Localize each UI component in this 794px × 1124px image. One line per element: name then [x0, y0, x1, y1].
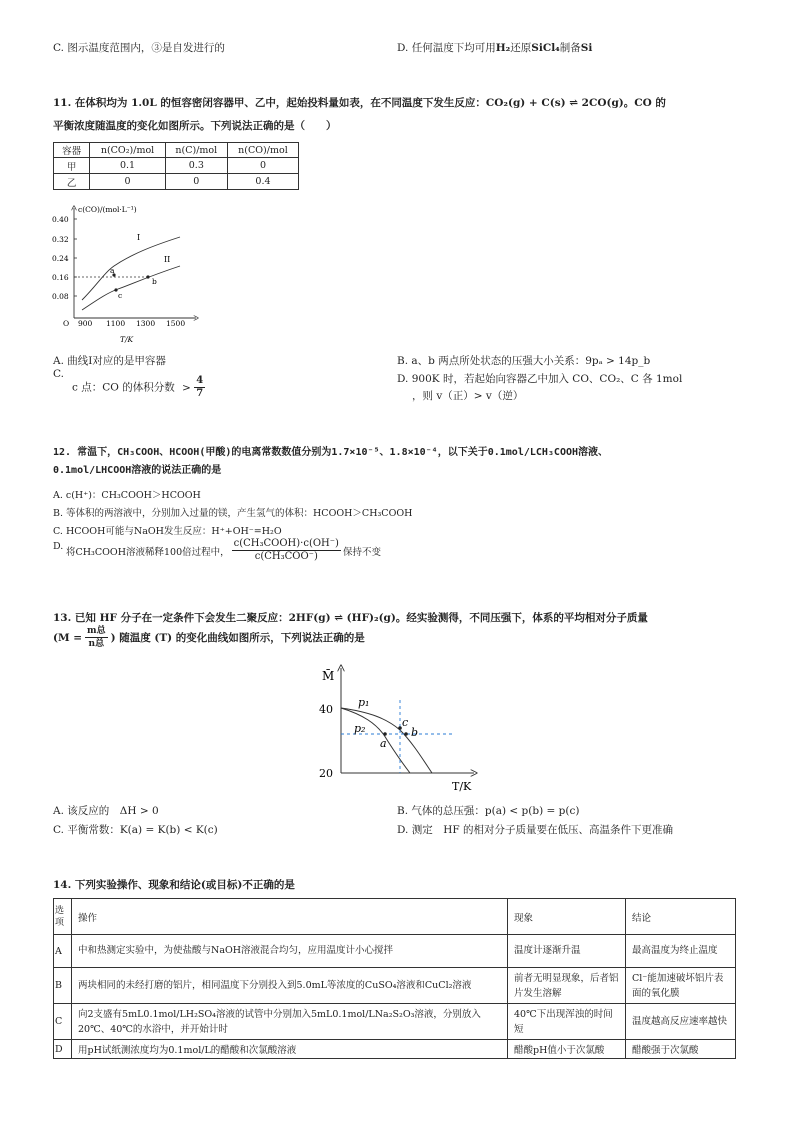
prev-option-c: C. 图示温度范围内，③是自发进行的	[53, 42, 225, 54]
prev-option-d-prefix: D. 任何温度下均可用	[397, 42, 496, 54]
q11-graph	[52, 200, 212, 345]
q14-header-option: 选项	[54, 899, 72, 935]
table-row	[54, 968, 736, 1004]
q11-option-c-fraction	[194, 375, 205, 400]
q14-stem: 14. 下列实验操作、现象和结论(或目标)不正确的是	[53, 879, 295, 891]
q13-graph	[314, 660, 484, 795]
q14-cell-conclusion: 最高温度为终止温度	[626, 935, 736, 968]
prev-option-d-mid: 还原	[510, 42, 532, 54]
table-row	[54, 935, 736, 968]
q14-cell-operation: 两块相同的未经打磨的铝片，相同温度下分别投入到5.0mL等浓度的CuSO₄溶液和CuCl₂溶液	[72, 968, 508, 1004]
q11-y-tick: 0.16	[52, 273, 69, 282]
q14-cell-operation: 中和热测定实验中，为使盐酸与NaOH溶液混合均匀，应用温度计小心搅拌	[72, 935, 508, 968]
q13-y-tick-40: 40	[319, 703, 333, 716]
q11-point-c-label: c	[118, 291, 123, 300]
q13-option-d: D. 测定 HF 的相对分子质量要在低压、高温条件下更准确	[397, 824, 673, 836]
q11-point-b	[146, 275, 149, 278]
q13-stem-fraction	[85, 625, 108, 650]
q11-option-c-den: 7	[196, 388, 204, 399]
q12-stem-line2: 0.1mol/LHCOOH溶液的说法正确的是	[53, 465, 222, 476]
q11-table-cell: 0.3	[165, 158, 227, 174]
q13-a-label: a	[380, 737, 387, 750]
q13-x-label: T/K	[452, 780, 472, 793]
table-row	[54, 1040, 736, 1059]
q12-option-a: A. c(H⁺)：CH₃COOH＞HCOOH	[53, 490, 201, 501]
q14-cell-phenomenon: 40℃下出现浑浊的时间短	[508, 1004, 626, 1040]
prev-option-d-end: 制备	[559, 42, 581, 54]
q11-y-tick: 0.24	[52, 254, 69, 263]
q13-point-b	[404, 732, 408, 736]
q12-option-d	[66, 538, 381, 563]
q11-table-header: 容器	[54, 143, 90, 158]
q11-option-d-line1: D. 900K 时，若起始向容器乙中加入 CO、CO₂、C 各 1mol	[397, 373, 683, 385]
q14-cell-operation: 向2支盛有5mL0.1mol/LH₂SO₄溶液的试管中分别加入5mL0.1mol/LNa₂S₂O₃溶液，分别放入20℃、40℃的水浴中，并开始计时	[72, 1004, 508, 1040]
q11-origin: O	[63, 319, 70, 328]
q14-cell-conclusion: 温度越高反应速率越快	[626, 1004, 736, 1040]
q11-option-c-gt: >	[182, 381, 191, 394]
q11-option-c	[72, 375, 205, 400]
q12-option-d-prefix: D.	[53, 541, 64, 552]
q11-x-tick: 900	[78, 319, 93, 328]
prev-option-d	[397, 40, 592, 55]
q11-table-cell: 0.4	[227, 174, 298, 190]
q11-option-a: A. 曲线Ⅰ对应的是甲容器	[53, 355, 166, 367]
q11-stem-line2: 平衡浓度随温度的变化如图所示。下列说法正确的是（ ）	[53, 120, 337, 132]
q13-p1-label: p₁	[358, 696, 370, 709]
table-row	[54, 158, 299, 174]
q14-cell-phenomenon: 温度计逐渐升温	[508, 935, 626, 968]
q11-table-cell: 0.1	[90, 158, 165, 174]
prev-option-d-sicl4: SiCl₄	[531, 42, 560, 54]
q14-cell-conclusion: 醋酸强于次氯酸	[626, 1040, 736, 1059]
q13-b-label: b	[411, 726, 419, 739]
q14-cell-option: A	[54, 935, 72, 968]
q11-table	[53, 142, 299, 190]
q13-y-tick-20: 20	[319, 767, 333, 780]
q14-cell-option: D	[54, 1040, 72, 1059]
q11-option-b: B. a、b 两点所处状态的压强大小关系：9pₐ > 14p_b	[397, 355, 651, 367]
q12-option-d-text: 将CH₃COOH溶液稀释100倍过程中，	[66, 546, 230, 558]
q11-curve-i	[82, 237, 180, 300]
q11-curve-ii	[82, 266, 180, 310]
q11-table-header: n(CO)/mol	[227, 143, 298, 158]
q13-p2-label: p₂	[354, 722, 366, 735]
q11-x-tick: 1300	[136, 319, 156, 328]
q14-table-header-row	[54, 899, 736, 935]
q11-y-tick: 0.32	[52, 235, 69, 244]
q12-stem-line1: 12. 常温下，CH₃COOH、HCOOH(甲酸)的电离常数数值分别为1.7×10⁻⁵、1.8×10⁻⁴，以下关于0.1mol/LCH₃COOH溶液、	[53, 447, 609, 458]
q14-cell-option: B	[54, 968, 72, 1004]
q13-stem-den: n总	[88, 639, 105, 649]
q12-option-d-fraction	[232, 538, 341, 563]
q14-header-conclusion: 结论	[626, 899, 736, 935]
q11-point-b-label: b	[152, 277, 157, 286]
q11-stem-line1: 11. 在体积均为 1.0L 的恒容密闭容器甲、乙中，起始投料量如表，在不同温度下发生反应：CO₂(g) + C(s) ⇌ 2CO(g)。CO 的	[53, 97, 666, 109]
prev-option-d-h2: H₂	[495, 42, 511, 54]
q11-table-header: n(C)/mol	[165, 143, 227, 158]
q12-option-c: C. HCOOH可能与NaOH发生反应：H⁺+OH⁻=H₂O	[53, 526, 282, 537]
q13-y-label: M̄	[322, 669, 335, 683]
q14-cell-phenomenon: 醋酸pH值小于次氯酸	[508, 1040, 626, 1059]
q11-y-tick: 0.08	[52, 292, 69, 301]
q11-table-cell: 乙	[54, 174, 90, 190]
q11-x-tick: 1500	[166, 319, 186, 328]
q14-table	[53, 898, 736, 1059]
q14-header-phenomenon: 现象	[508, 899, 626, 935]
q13-point-a	[383, 732, 387, 736]
table-row	[54, 1004, 736, 1040]
q13-c-label: c	[402, 716, 409, 729]
q11-point-a-label: a	[110, 266, 115, 275]
q11-option-c-prefix: C.	[53, 368, 64, 380]
q11-y-label: c(CO)/(mol·L⁻¹)	[78, 205, 137, 214]
q14-header-operation: 操作	[72, 899, 508, 935]
q11-option-d-line2: ，则 v（正）> v（逆）	[412, 390, 524, 402]
q11-curve-ii-label: II	[164, 255, 171, 264]
q11-curve-i-label: I	[137, 233, 141, 242]
q12-option-b: B. 等体积的两溶液中，分别加入过量的镁，产生氢气的体积：HCOOH＞CH₃COOH	[53, 508, 413, 519]
q14-cell-phenomenon: 前者无明显现象，后者铝片发生溶解	[508, 968, 626, 1004]
q13-stem-line2	[53, 625, 365, 650]
q14-cell-operation: 用pH试纸测浓度均为0.1mol/L的醋酸和次氯酸溶液	[72, 1040, 508, 1059]
prev-option-d-si: Si	[580, 42, 593, 54]
q13-option-c: C. 平衡常数：K(a) = K(b) < K(c)	[53, 824, 218, 836]
q14-cell-conclusion: Cl⁻能加速破坏铝片表面的氧化膜	[626, 968, 736, 1004]
q13-curve-p2	[341, 708, 410, 773]
q11-table-cell: 甲	[54, 158, 90, 174]
q13-option-a: A. 该反应的 ΔH > 0	[53, 805, 159, 817]
q11-table-header: n(CO₂)/mol	[90, 143, 165, 158]
q12-option-d-num: c(CH₃COOH)·c(OH⁻)	[233, 538, 339, 549]
q11-table-cell: 0	[90, 174, 165, 190]
q12-option-d-end: 保持不变	[342, 546, 381, 558]
q13-stem-num: m总	[87, 626, 106, 636]
q11-table-cell: 0	[227, 158, 298, 174]
q13-stem-rest: ) 随温度 (T) 的变化曲线如图所示，下列说法正确的是	[110, 632, 365, 644]
q11-table-cell: 0	[165, 174, 227, 190]
q11-x-tick: 1100	[106, 319, 126, 328]
q11-y-tick: 0.40	[52, 215, 69, 224]
q12-option-d-den: c(CH₃COO⁻)	[254, 551, 318, 562]
q11-option-c-num: 4	[196, 375, 204, 386]
table-row	[54, 174, 299, 190]
q11-option-c-text: c 点：CO 的体积分数	[72, 381, 175, 394]
q14-cell-option: C	[54, 1004, 72, 1040]
q13-option-b: B. 气体的总压强：p(a) < p(b) = p(c)	[397, 805, 580, 817]
q13-stem-line1: 13. 已知 HF 分子在一定条件下会发生二聚反应：2HF(g) ⇌ (HF)₂(g)。经实验测得，不同压强下，体系的平均相对分子质量	[53, 612, 648, 624]
q11-table-header-row	[54, 143, 299, 158]
q11-x-label: T/K	[120, 335, 134, 344]
q13-stem-m: (M =	[53, 631, 83, 644]
